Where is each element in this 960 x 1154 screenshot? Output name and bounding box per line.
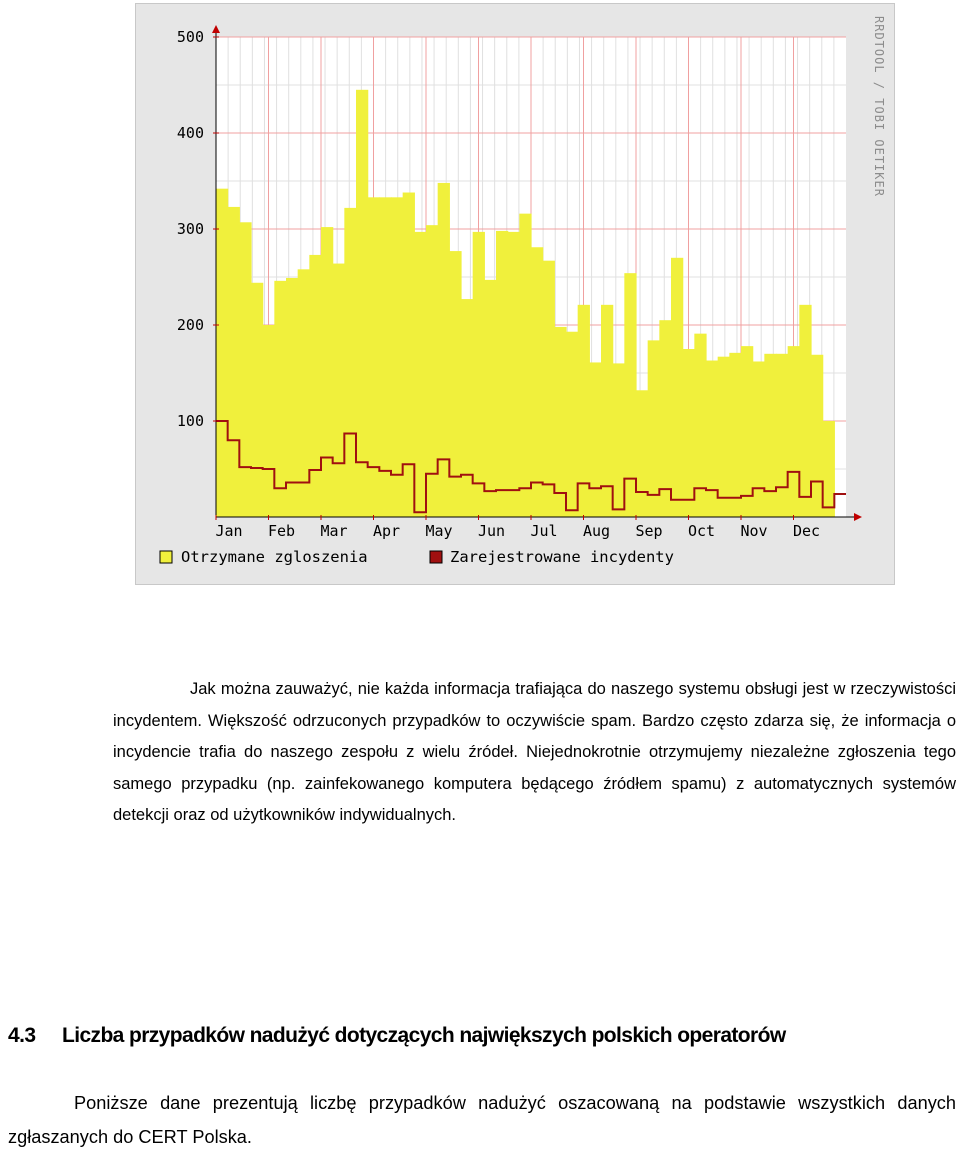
x-tick-label: Jul — [530, 522, 558, 540]
x-tick-label: Oct — [687, 522, 716, 540]
area-bar — [438, 183, 450, 517]
y-tick-label: 100 — [176, 412, 204, 430]
y-tick-label: 400 — [176, 124, 204, 142]
x-tick-label: Jun — [477, 522, 506, 540]
paragraph-spam-explanation — [113, 674, 956, 832]
area-bar — [554, 327, 566, 517]
area-bar — [333, 264, 345, 517]
area-bar — [589, 362, 601, 517]
x-tick-label: Mar — [320, 522, 348, 540]
area-bar — [659, 320, 671, 517]
x-tick-label: May — [425, 522, 453, 540]
x-tick-label: Feb — [267, 522, 296, 540]
paragraph-text: Jak można zauważyć, nie każda informacja trafiająca do naszego systemu obsługi jest w rzeczywistości incydentem. Większość odrzuconych przypadków to oczywiście spam. Bardzo często zdarza się, że informacja o incydencie trafia do naszego zespołu z wielu źródeł. Niejednokrotnie otrzymujemy niezależne zgłoszenia tego samego przypadku (np. zainfekowanego komputera będącego źródłem spamu) z automatycznych systemów detekcji oraz od użytkowników indywidualnych. — [113, 680, 956, 824]
x-tick-label: Dec — [792, 522, 821, 540]
area-bar — [753, 361, 765, 517]
area-bar — [274, 281, 286, 517]
area-bar — [578, 305, 590, 517]
x-tick-label: Nov — [740, 522, 768, 540]
x-tick-label: Aug — [582, 522, 611, 540]
rrdtool-watermark: RRDTOOL / TOBI OETIKER — [872, 16, 886, 197]
area-bar — [461, 299, 473, 517]
area-bar — [519, 214, 531, 517]
y-tick-label: 200 — [176, 316, 204, 334]
area-bar — [403, 193, 415, 517]
section-heading — [8, 1024, 786, 1048]
y-tick-label: 500 — [176, 28, 204, 46]
area-bar — [368, 197, 380, 517]
legend-swatch-received — [160, 551, 172, 563]
x-tick-label: Jan — [215, 522, 243, 540]
x-axis-arrow — [854, 513, 862, 521]
area-bar — [648, 340, 660, 517]
area-bar — [543, 261, 555, 517]
legend-label-registered: Zarejestrowane incydenty — [450, 548, 674, 566]
area-bar — [251, 283, 263, 517]
area-bar — [286, 278, 298, 517]
area-bar — [613, 363, 625, 517]
area-bar — [694, 334, 706, 517]
legend — [160, 548, 674, 566]
area-bar — [729, 353, 741, 517]
area-bar — [788, 346, 800, 517]
area-bar — [496, 231, 508, 517]
section-number: 4.3 — [8, 1024, 36, 1047]
area-bar — [216, 189, 228, 517]
area-bar — [636, 390, 648, 517]
area-bar — [263, 325, 275, 517]
area-bar — [811, 355, 823, 517]
area-bar — [414, 232, 426, 517]
area-bar — [624, 273, 636, 517]
y-tick-label: 300 — [176, 220, 204, 238]
area-bar — [718, 357, 730, 517]
section-title: Liczba przypadków nadużyć dotyczących największych polskich operatorów — [62, 1024, 786, 1047]
area-bar — [356, 90, 368, 517]
area-bar — [473, 232, 485, 517]
area-bar — [379, 197, 391, 517]
legend-label-received: Otrzymane zgloszenia — [181, 548, 368, 566]
area-bar — [799, 305, 811, 517]
area-bar — [344, 208, 356, 517]
area-bar — [391, 197, 403, 517]
area-bar — [484, 280, 496, 517]
area-bar — [683, 349, 695, 517]
area-bar — [823, 421, 835, 517]
area-bar — [601, 305, 613, 517]
area-bar — [309, 255, 321, 517]
area-bar — [321, 227, 333, 517]
chart-svg — [136, 4, 894, 584]
legend-swatch-registered — [430, 551, 442, 563]
area-bar — [239, 222, 251, 517]
x-tick-label: Apr — [372, 522, 401, 540]
area-bar — [228, 207, 240, 517]
area-bar — [508, 232, 520, 517]
paragraph-text: Poniższe dane prezentują liczbę przypadków nadużyć oszacowaną na podstawie wszystkich danych zgłaszanych do CERT Polska. — [8, 1093, 956, 1147]
paragraph-data-intro — [8, 1086, 956, 1154]
area-bar — [706, 361, 718, 517]
area-bar — [776, 354, 788, 517]
area-bar — [764, 354, 776, 517]
y-axis-arrow — [212, 25, 220, 33]
rrd-chart — [135, 3, 895, 585]
area-bar — [741, 346, 753, 517]
area-bar — [671, 258, 683, 517]
area-bar — [566, 332, 578, 517]
area-bar — [531, 247, 543, 517]
x-tick-label: Sep — [635, 522, 663, 540]
area-bar — [298, 269, 310, 517]
